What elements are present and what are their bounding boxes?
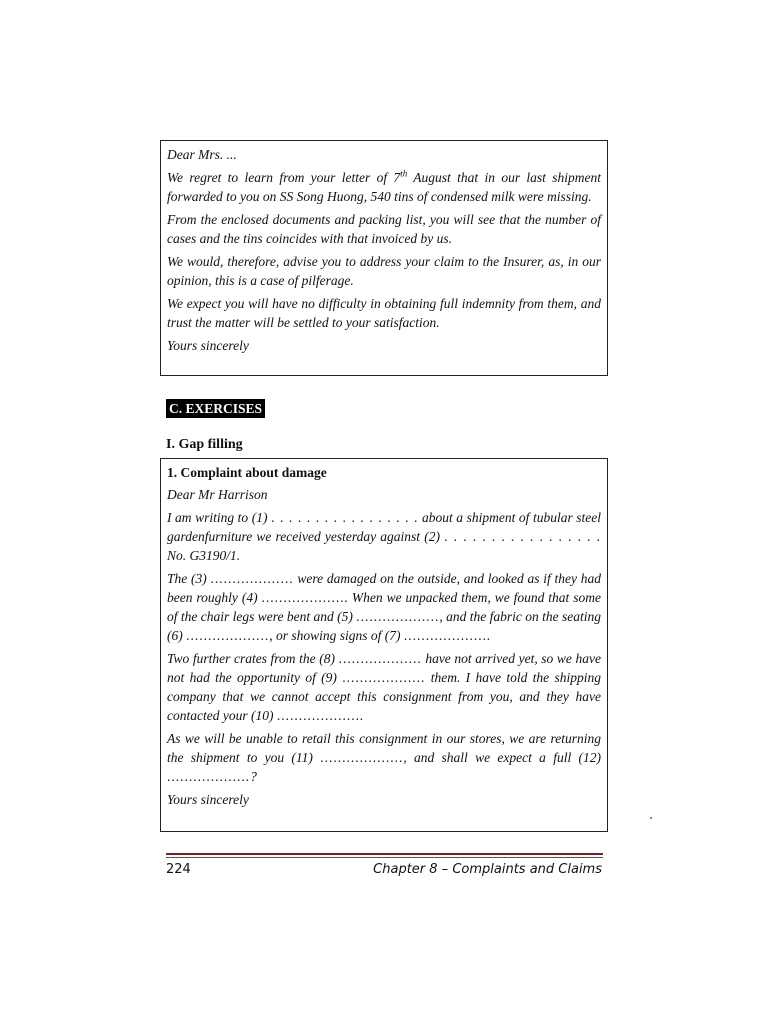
exercise-closing: Yours sincerely [167, 792, 249, 807]
blank-12: ................... [167, 769, 251, 784]
exercises-section-label: C. EXERCISES [166, 399, 265, 418]
chapter-title: Chapter 8 – Complaints and Claims [373, 862, 602, 877]
blank-1: . . . . . . . . . . . . . . . . . [271, 510, 419, 525]
blank-3: ................... [210, 571, 294, 586]
letter-paragraph-2: From the enclosed documents and packing list, you will see that the number of cases and the tins coincides with that invoiced by us. [167, 212, 601, 246]
letter-closing: Yours sincerely [167, 338, 249, 353]
blank-7: ................... [403, 628, 488, 643]
page-number: 224 [166, 862, 191, 877]
blank-6: ................... [186, 628, 270, 643]
exercise-box [160, 458, 608, 832]
blank-9: ................... [342, 670, 426, 685]
exercise-paragraph-2: The (3) ................... were damaged on the outside, and looked as if they had been roughly (4) .................... When we unpacked them, we found that some of the chair legs were bent and (5) ..................., and the fabric on the seating (6) ..................., or showing signs of (7) .................... [167, 571, 601, 643]
blank-5: ................... [356, 609, 440, 624]
exercise-paragraph-4: As we will be unable to retail this consignment in our stores, we are returning the shipment to you (11) ..................., and shall we expect a full (12) ...................? [167, 731, 601, 784]
exercise-heading: 1. Complaint about damage [167, 465, 327, 480]
stray-dot [650, 817, 652, 819]
sample-letter-box [160, 140, 608, 376]
gap-filling-title: I. Gap filling [166, 437, 243, 452]
exercise-paragraph-3: Two further crates from the (8) ................... have not arrived yet, so we have not had the opportunity of (9) ................... them. I have told the shipping company that we cannot accept this consignment from you, and they have contacted your (10) .................... [167, 651, 601, 723]
blank-4: ................... [261, 590, 345, 605]
blank-8: ................... [338, 651, 422, 666]
blank-10: ................... [276, 708, 360, 723]
letter-paragraph-1: We regret to learn from your letter of 7th August that in our last shipment forwarded to you on SS Song Huong, 540 tins of condensed milk were missing. [167, 168, 601, 204]
blank-11: ................... [320, 750, 404, 765]
footer-rule [166, 853, 603, 858]
exercise-paragraph-1: I am writing to (1) . . . . . . . . . . . . . . . . . about a shipment of tubular steel gardenfurniture we received yesterday against (2) . . . . . . . . . . . . . . . . . No. G3190/1. [167, 510, 602, 563]
letter-paragraph-3: We would, therefore, advise you to address your claim to the Insurer, as, in our opinion, this is a case of pilferage. [167, 254, 601, 288]
letter-paragraph-4: We expect you will have no difficulty in obtaining full indemnity from them, and trust the matter will be settled to your satisfaction. [167, 296, 601, 330]
letter-salutation: Dear Mrs. ... [167, 147, 237, 162]
blank-2: . . . . . . . . . . . . . . . . . [444, 529, 601, 544]
exercise-salutation: Dear Mr Harrison [167, 487, 268, 502]
